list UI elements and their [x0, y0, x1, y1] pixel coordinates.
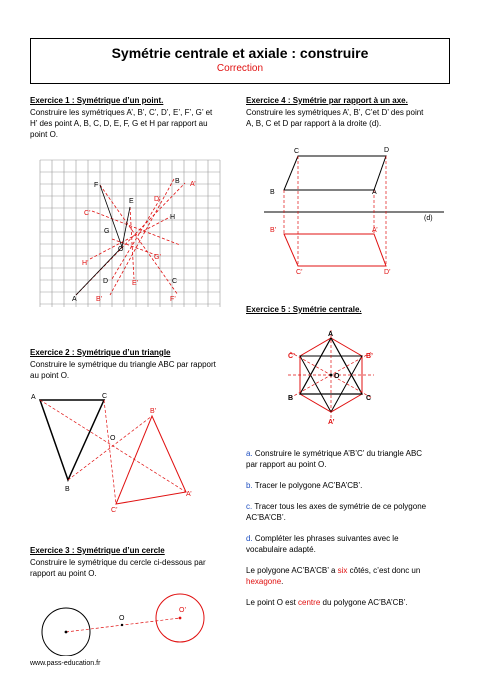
- hex-label-C-prime: C’: [288, 353, 295, 360]
- axis-label-A-prime: A’: [372, 227, 378, 234]
- ex2-line-1: Construire le symétrique du triangle ABC par rapport: [30, 360, 216, 369]
- hex-label-B: B: [288, 395, 294, 402]
- label-F: F: [94, 182, 99, 189]
- axis-label-B-prime: B’: [270, 227, 277, 234]
- ex4-line-1: Construire les symétriques A’, B’, C’et D’ des point: [246, 108, 424, 117]
- page-title: Symétrie centrale et axiale : construire: [111, 45, 369, 61]
- label-E-prime: E’: [132, 280, 139, 287]
- ex1-title: Exercice 1 : Symétrique d’un point.: [30, 96, 164, 105]
- question-c: [246, 501, 456, 512]
- tri-label-A: A: [31, 394, 36, 401]
- hex-label-O: O: [334, 373, 340, 380]
- footer-url[interactable]: www.pass-education.fr: [30, 660, 101, 667]
- sentence-1: [246, 565, 456, 576]
- label-F-prime: F’: [170, 296, 176, 303]
- ex2-title: Exercice 2 : Symétrique d’un triangle: [30, 348, 171, 357]
- ex3-line-1: Construire le symétrique du cercle ci-dessous par: [30, 558, 206, 567]
- label-D: D: [103, 278, 109, 285]
- ex3-figure: [30, 590, 230, 656]
- axis-label-d: (d): [424, 215, 433, 222]
- ex1-instructions: [30, 107, 212, 140]
- s2-c: du polygone AC’BA’CB’.: [320, 598, 408, 607]
- label-D-prime: D’: [154, 196, 161, 203]
- label-H: H: [170, 214, 176, 221]
- label-E: E: [129, 198, 134, 205]
- ex4-instructions: [246, 107, 423, 129]
- tri-label-B: B: [65, 486, 70, 493]
- axis-label-A: A: [372, 189, 377, 196]
- qa-text-1: Construire le symétrique A’B’C’ du triangle ABC: [252, 449, 423, 458]
- qc-letter: c.: [246, 502, 253, 511]
- s2-answer-centre: centre: [298, 598, 321, 607]
- label-O: O: [118, 246, 124, 253]
- qd-letter: d.: [246, 534, 253, 543]
- label-B-prime: B’: [96, 296, 103, 303]
- ex3-instructions: [30, 557, 206, 579]
- circle-label-O-prime: O’: [179, 607, 186, 614]
- tri-label-C-prime: C’: [111, 507, 118, 514]
- tri-label-C: C: [102, 393, 108, 400]
- label-A-prime: A’: [190, 181, 196, 188]
- ex4-title: Exercice 4 : Symétrie par rapport à un axe.: [246, 96, 408, 105]
- question-d: [246, 533, 456, 544]
- label-A: A: [72, 296, 77, 303]
- ex4-line-2: A, B, C et D par rapport à la droite (d).: [246, 119, 382, 128]
- s1-answer-hexagone: hexagone: [246, 577, 282, 586]
- ex1-line-2: H’ des point A, B, C, D, E, F, G et H par rapport au: [30, 119, 208, 128]
- qd-text-1: Compléter les phrases suivantes avec le: [252, 534, 399, 543]
- s1-a: Le polygone AC’BA’CB’ a: [246, 566, 338, 575]
- hex-label-A: A: [328, 331, 334, 338]
- ex1-line-1: Construire les symétriques A’, B’, C’, D’, E’, F’, G’ et: [30, 108, 213, 117]
- question-b: [246, 480, 456, 491]
- ex5-title: Exercice 5 : Symétrie centrale.: [246, 305, 362, 314]
- axis-label-D-prime: D’: [384, 269, 391, 276]
- page-subtitle: Correction: [216, 63, 264, 74]
- sentence-2: [246, 597, 456, 608]
- label-B: B: [175, 178, 180, 185]
- s1-e: .: [281, 577, 284, 586]
- label-G-prime: G’: [154, 254, 161, 261]
- qa-letter: a.: [246, 449, 253, 458]
- title-box: [30, 38, 450, 84]
- ex5-questions: [246, 448, 456, 608]
- hex-label-C: C: [366, 395, 372, 402]
- qb-letter: b.: [246, 481, 253, 490]
- hex-label-A-prime: A’: [328, 419, 335, 426]
- label-H-prime: H’: [82, 260, 89, 267]
- s2-a: Le point O est: [246, 598, 299, 607]
- s1-answer-six: six: [337, 566, 348, 575]
- label-C: C: [172, 278, 178, 285]
- ex1-figure: [30, 155, 230, 315]
- axis-label-B: B: [270, 189, 275, 196]
- axis-label-D: D: [384, 147, 390, 154]
- axis-label-C-prime: C’: [296, 269, 303, 276]
- tri-label-O: O: [110, 435, 116, 442]
- ex5-figure: [286, 328, 396, 440]
- s1-c: côtés, c’est donc un: [347, 566, 421, 575]
- ex2-instructions: [30, 359, 216, 381]
- ex3-title: Exercice 3 : Symétrique d’un cercle: [30, 546, 165, 555]
- qc-text-1: Tracer tous les axes de symétrie de ce polygone: [252, 502, 427, 511]
- tri-label-B-prime: B’: [150, 408, 157, 415]
- qa-text-2: par rapport au point O.: [246, 460, 327, 469]
- qc-text-2: AC’BA’CB’.: [246, 513, 286, 522]
- hex-label-B-prime: B’: [366, 353, 373, 360]
- circle-label-O: O: [119, 615, 125, 622]
- label-C-prime: C’: [84, 210, 91, 217]
- ex2-line-2: au point O.: [30, 371, 70, 380]
- label-G: G: [104, 228, 110, 235]
- qd-text-2: vocabulaire adapté.: [246, 545, 316, 554]
- ex1-line-3: point O.: [30, 130, 59, 139]
- qb-text: Tracer le polygone AC’BA’CB’.: [252, 481, 363, 490]
- tri-label-A-prime: A’: [186, 491, 192, 498]
- ex4-figure: [250, 140, 450, 280]
- question-a: [246, 448, 456, 459]
- axis-label-C: C: [294, 148, 300, 155]
- ex3-line-2: rapport au point O.: [30, 569, 97, 578]
- ex2-figure: [28, 388, 208, 518]
- sentence-1-end: [246, 576, 456, 587]
